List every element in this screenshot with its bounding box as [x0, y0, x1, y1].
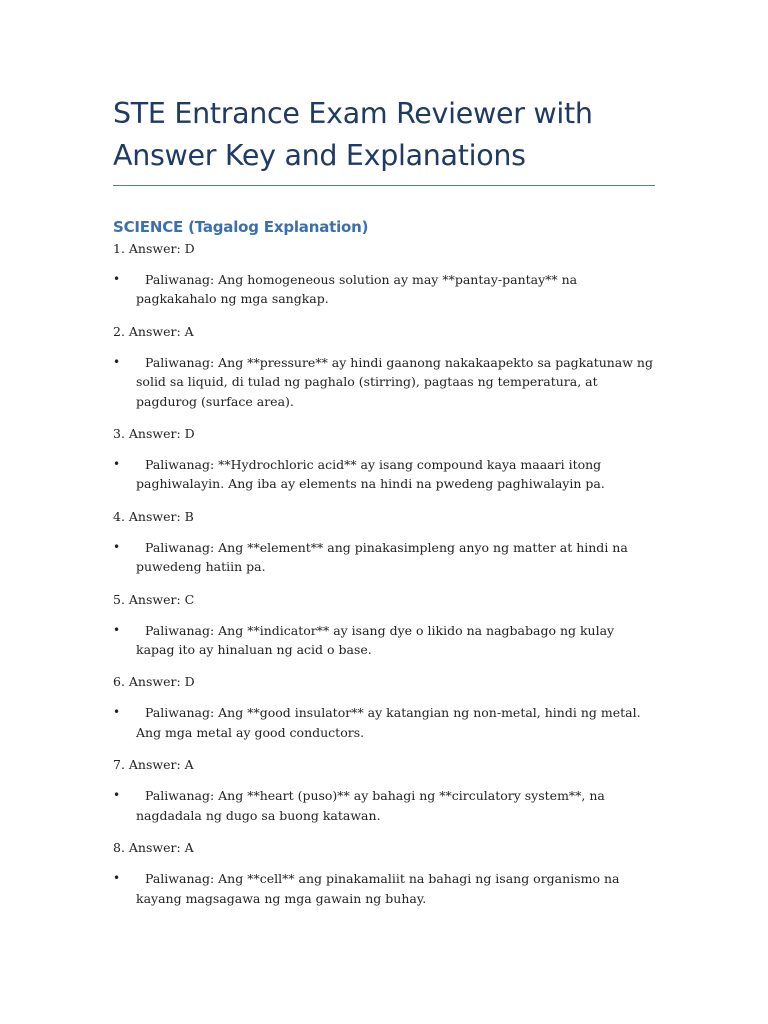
answer-line: 3. Answer: D [113, 426, 195, 442]
explanation-bullet-item [113, 621, 655, 660]
document-title-line-1: STE Entrance Exam Reviewer with [113, 97, 593, 130]
bullet-icon: • [113, 622, 121, 637]
answer-key-list [113, 239, 655, 908]
bullet-icon: • [113, 457, 121, 472]
answer-item [113, 755, 655, 838]
answer-line: 8. Answer: A [113, 840, 194, 856]
bullet-icon: • [113, 539, 121, 554]
answer-line: 4. Answer: B [113, 508, 194, 524]
answer-item [113, 507, 655, 590]
document-title-line-2: Answer Key and Explanations [113, 139, 526, 172]
answer-line: 6. Answer: D [113, 674, 195, 690]
answer-item [113, 239, 655, 322]
explanation-bullet-item [113, 353, 655, 411]
explanation-bullet-item [113, 455, 655, 494]
title-underline-rule [113, 185, 655, 186]
explanation-bullet-item [113, 869, 655, 908]
bullet-icon: • [113, 788, 121, 803]
document-title [113, 93, 655, 177]
answer-line: 7. Answer: A [113, 757, 194, 773]
explanation-text: Paliwanag: Ang **heart (puso)** ay bahagi ng **circulatory system**, na nagdadala ng dugo sa buong katawan. [136, 788, 605, 823]
answer-line: 2. Answer: A [113, 323, 194, 339]
bullet-icon: • [113, 354, 121, 369]
explanation-text: Paliwanag: Ang **good insulator** ay katangian ng non-metal, hindi ng metal. Ang mga metal ay good conductors. [136, 705, 641, 740]
document-page [113, 0, 655, 908]
answer-line: 5. Answer: C [113, 591, 195, 607]
bullet-icon: • [113, 871, 121, 886]
answer-item [113, 838, 655, 908]
answer-item [113, 672, 655, 755]
answer-item [113, 424, 655, 507]
explanation-text: Paliwanag: Ang **cell** ang pinakamaliit na bahagi ng isang organismo na kayang magsagawa ng mga gawain ng buhay. [136, 871, 620, 906]
explanation-bullet-item [113, 538, 655, 577]
explanation-text: Paliwanag: Ang **pressure** ay hindi gaanong nakakaapekto sa pagkatunaw ng solid sa liquid, di tulad ng paghalo (stirring), pagtaas ng temperatura, at pagdurog (surface area). [136, 354, 653, 409]
bullet-icon: • [113, 272, 121, 286]
explanation-bullet-item [113, 270, 655, 309]
explanation-text: Paliwanag: **Hydrochloric acid** ay isang compound kaya maaari itong paghiwalayin. Ang iba ay elements na hindi na pwedeng paghiwalayin pa. [136, 457, 605, 492]
answer-item [113, 322, 655, 424]
explanation-bullet-item [113, 786, 655, 825]
bullet-icon: • [113, 705, 121, 720]
section-heading-science: SCIENCE (Tagalog Explanation) [113, 218, 369, 236]
answer-item [113, 590, 655, 673]
answer-line: 1. Answer: D [113, 241, 195, 256]
explanation-text: Paliwanag: Ang homogeneous solution ay may **pantay-pantay** na pagkakahalo ng mga sangkap. [136, 272, 578, 307]
explanation-text: Paliwanag: Ang **element** ang pinakasimpleng anyo ng matter at hindi na puwedeng hatiin pa. [136, 539, 628, 575]
explanation-text: Paliwanag: Ang **indicator** ay isang dye o likido na nagbabago ng kulay kapag ito ay hinaluan ng acid o base. [136, 622, 615, 658]
explanation-bullet-item [113, 703, 655, 742]
